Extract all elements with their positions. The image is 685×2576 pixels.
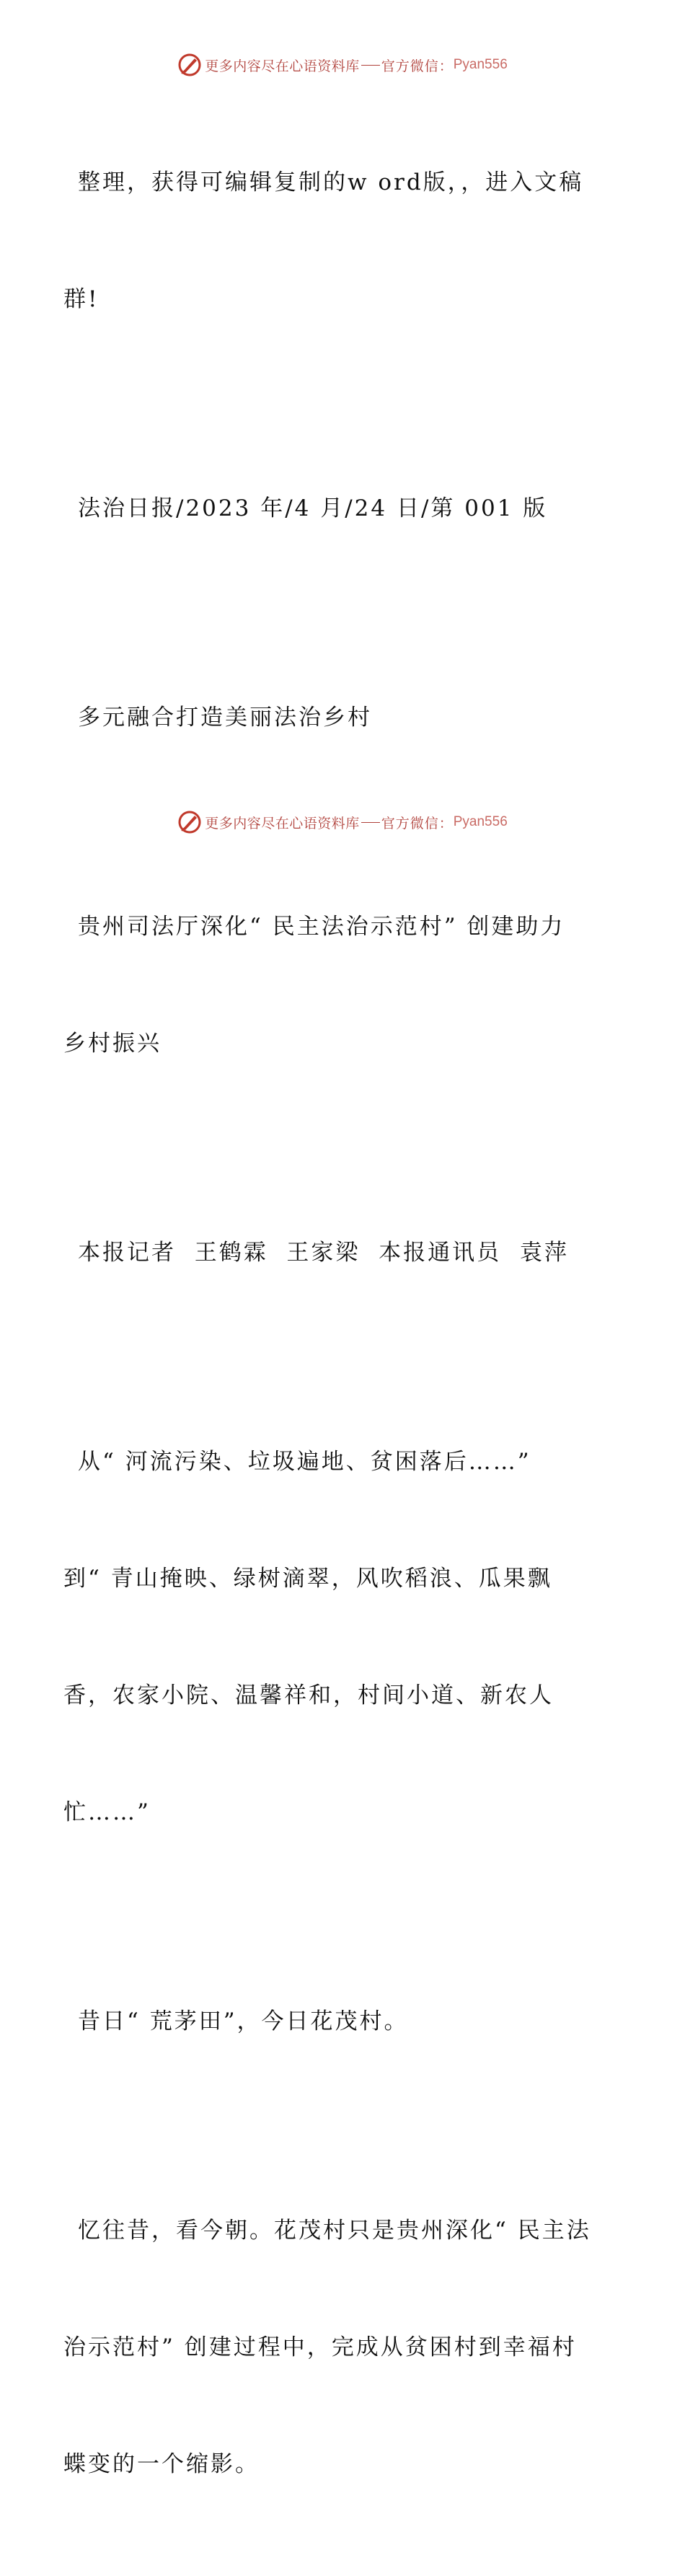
- paragraph-headline: [71, 620, 610, 815]
- text-line: 治示范村” 创建过程中，完成从贫困村到幸福村: [63, 2334, 577, 2360]
- paragraph-intro: [63, 85, 610, 397]
- quill-logo-icon: [177, 53, 202, 77]
- text-line: 本报记者 王鹤霖 王家梁 本报通讯员 袁萍: [78, 1240, 569, 1266]
- text-line: 忙……”: [63, 1799, 151, 1825]
- paragraph-body-1: [63, 1364, 610, 1910]
- text-line: 昔日“ 荒茅田”，今日花茂村。: [78, 2008, 409, 2034]
- text-line: 群!: [63, 286, 100, 312]
- text-line: 蝶变的一个缩影。: [63, 2451, 260, 2477]
- paragraph-body-2: [71, 1924, 610, 2119]
- text-line: 忆往昔，看今朝。花茂村只是贵州深化“ 民主法: [78, 2218, 591, 2244]
- banner-site-name: 更多内容尽在心语资料库: [205, 815, 360, 832]
- banner-label: 官方微信：: [381, 58, 454, 74]
- paragraph-subheadline: [63, 829, 610, 1141]
- banner-wechat-id: Pyan556: [453, 57, 508, 72]
- banner-dash: [361, 822, 380, 823]
- text-line: 法治日报/2023 年/4 月/24 日/第 001 版: [78, 495, 548, 521]
- banner-label: 官方微信：: [381, 815, 454, 832]
- paragraph-byline: [71, 1155, 610, 1350]
- text-line: 乡村振兴: [63, 1031, 162, 1057]
- banner-dash: [361, 65, 380, 66]
- paragraph-body-3: [63, 2133, 610, 2562]
- banner-site-name: 更多内容尽在心语资料库: [205, 58, 360, 74]
- footer-watermark-banner: [0, 808, 685, 837]
- paragraph-source: [71, 411, 610, 606]
- document-body: [63, 85, 610, 2576]
- quill-logo-icon: [177, 810, 202, 834]
- header-watermark-banner: [0, 50, 685, 79]
- text-line: 到“ 青山掩映、绿树滴翠，风吹稻浪、瓜果飘: [63, 1566, 552, 1592]
- text-line: 贵州司法厅深化“ 民主法治示范村” 创建助力: [78, 914, 565, 940]
- text-line: 整理，获得可编辑复制的w ord版，，进入文稿: [78, 169, 584, 195]
- text-line: 香，农家小院、温馨祥和，村间小道、新农人: [63, 1682, 554, 1708]
- text-line: 多元融合打造美丽法治乡村: [78, 705, 372, 731]
- banner-wechat-id: Pyan556: [453, 814, 508, 829]
- text-line: 从“ 河流污染、垃圾遍地、贫困落后……”: [78, 1449, 531, 1475]
